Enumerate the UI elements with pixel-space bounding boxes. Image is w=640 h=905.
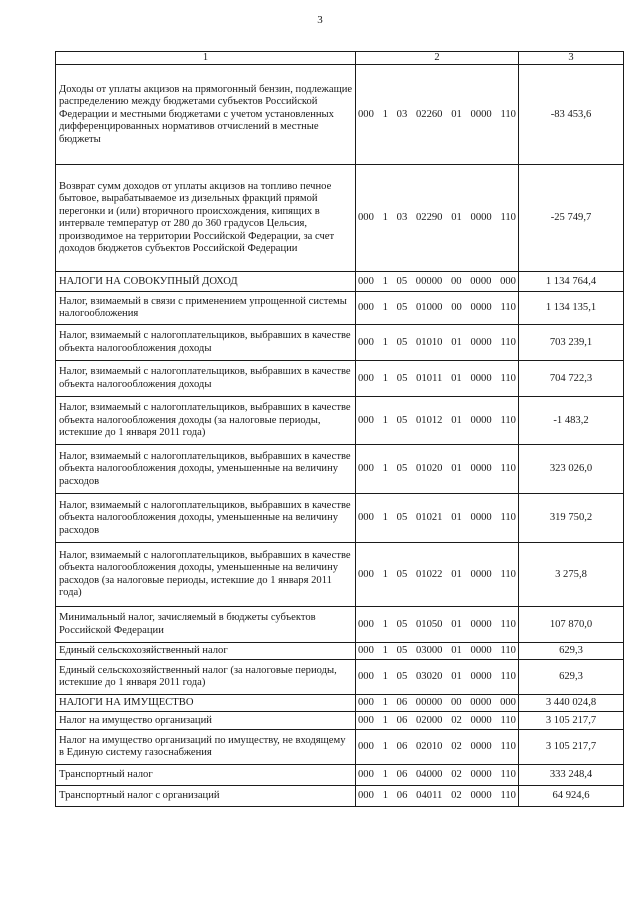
row-name: Налог на имущество организаций по имуществу, не входящему в Единую систему газоснабжения (56, 730, 356, 765)
code-part: 01000 (415, 302, 443, 314)
row-code (356, 786, 519, 807)
code-part: 1 (382, 671, 388, 683)
code-part: 01012 (415, 414, 443, 426)
code-part: 00 (451, 302, 462, 314)
row-value: 323 026,0 (519, 445, 624, 494)
row-name: Налог, взимаемый с налогоплательщиков, выбравших в качестве объекта налогообложения доходы, уменьшенные на величину расходов (за налоговые периоды, истекшие до 1 января 2011 года) (56, 543, 356, 607)
row-name: Налог, взимаемый с налогоплательщиков, выбравших в качестве объекта налогообложения доходы, уменьшенные на величину расходов (56, 494, 356, 543)
code-part: 03 (396, 108, 408, 120)
code-part: 05 (396, 275, 408, 287)
table-row (56, 765, 624, 786)
code-part: 1 (382, 275, 388, 287)
row-value: -1 483,2 (519, 397, 624, 445)
code-part: 000 (358, 463, 374, 475)
row-code (356, 445, 519, 494)
table-row (56, 660, 624, 695)
code-part: 01010 (415, 336, 443, 348)
revenue-table (55, 51, 624, 807)
row-code (356, 397, 519, 445)
code-part: 1 (382, 645, 388, 657)
code-part: 06 (396, 741, 408, 753)
code-part: 01 (451, 568, 462, 580)
code-part: 0000 (470, 108, 492, 120)
code-part: 110 (500, 618, 516, 630)
row-name: Налог на имущество организаций (56, 712, 356, 730)
code-part: 000 (358, 714, 374, 726)
code-part: 0000 (470, 618, 492, 630)
code-part: 01011 (416, 372, 443, 384)
row-name: Возврат сумм доходов от уплаты акцизов на топливо печное бытовое, вырабатываемое из дизельных фракций прямой перегонки и (или) вторичного происхождения, кипящих в интервале температур от 280 до 360 градусов Цельсия, производимое на территории Российской Федерации, за счет доходов бюджетов субъектов Российской Федерации (56, 165, 356, 272)
code-part: 1 (382, 714, 388, 726)
code-part: 0000 (470, 645, 492, 657)
code-part: 05 (396, 463, 408, 475)
row-name: Налог, взимаемый с налогоплательщиков, выбравших в качестве объекта налогообложения доходы (56, 361, 356, 397)
code-part: 02 (451, 741, 462, 753)
code-part: 05 (396, 302, 408, 314)
table-row (56, 325, 624, 361)
row-value: 629,3 (519, 660, 624, 695)
code-part: 0000 (470, 741, 492, 753)
code-part: 0000 (470, 671, 492, 683)
row-value: 3 105 217,7 (519, 730, 624, 765)
code-part: 05 (396, 671, 408, 683)
table-row (56, 494, 624, 543)
code-part: 1 (382, 568, 388, 580)
page-number: 3 (317, 14, 323, 26)
header-row (56, 52, 624, 65)
code-part: 02 (451, 769, 462, 781)
code-part: 04011 (416, 790, 443, 802)
row-name: Транспортный налог (56, 765, 356, 786)
code-part: 0000 (470, 463, 492, 475)
code-part: 110 (500, 108, 516, 120)
code-part: 05 (396, 645, 408, 657)
code-part: 000 (358, 769, 374, 781)
code-part: 0000 (470, 275, 492, 287)
row-code (356, 361, 519, 397)
code-part: 1 (382, 302, 388, 314)
code-part: 0000 (470, 212, 492, 224)
code-part: 02 (451, 790, 462, 802)
code-part: 01 (451, 671, 462, 683)
code-part: 110 (500, 645, 516, 657)
row-code (356, 292, 519, 325)
table-row (56, 695, 624, 712)
code-part: 03000 (415, 645, 443, 657)
row-code (356, 607, 519, 643)
row-name: Налог, взимаемый в связи с применением упрощенной системы налогообложения (56, 292, 356, 325)
row-code (356, 494, 519, 543)
code-part: 0000 (470, 790, 492, 802)
code-part: 000 (358, 512, 374, 524)
code-part: 01 (451, 212, 462, 224)
table-row (56, 643, 624, 660)
code-part: 05 (396, 372, 408, 384)
code-part: 000 (358, 741, 374, 753)
code-part: 02 (451, 714, 462, 726)
code-part: 1 (382, 108, 388, 120)
code-part: 110 (500, 302, 516, 314)
code-part: 000 (358, 568, 374, 580)
row-code (356, 325, 519, 361)
row-value: -25 749,7 (519, 165, 624, 272)
code-part: 110 (500, 212, 516, 224)
code-part: 1 (382, 372, 388, 384)
code-part: 000 (358, 697, 374, 709)
code-part: 1 (382, 414, 388, 426)
code-part: 01 (451, 336, 462, 348)
code-part: 0000 (470, 714, 492, 726)
code-part: 0000 (470, 697, 492, 709)
code-part: 000 (358, 275, 374, 287)
code-part: 000 (358, 671, 374, 683)
row-name: Налог, взимаемый с налогоплательщиков, выбравших в качестве объекта налогообложения доходы (56, 325, 356, 361)
code-part: 1 (382, 790, 388, 802)
code-part: 06 (396, 714, 408, 726)
row-name: Минимальный налог, зачисляемый в бюджеты субъектов Российской Федерации (56, 607, 356, 643)
code-part: 01 (451, 108, 462, 120)
code-part: 01 (451, 618, 462, 630)
row-name: Доходы от уплаты акцизов на прямогонный бензин, подлежащие распределению между бюджетами субъектов Российской Федерации и местными бюджетами с учетом установленных дифференцированных нормативов отчислений в местные бюджеты (56, 65, 356, 165)
code-part: 01 (451, 414, 462, 426)
table-row (56, 543, 624, 607)
code-part: 1 (382, 741, 388, 753)
column-header-1: 1 (56, 52, 356, 65)
code-part: 000 (358, 212, 374, 224)
code-part: 0000 (470, 372, 492, 384)
code-part: 000 (500, 275, 516, 287)
code-part: 06 (396, 790, 408, 802)
code-part: 0000 (470, 512, 492, 524)
table-row (56, 607, 624, 643)
code-part: 110 (500, 568, 516, 580)
code-part: 1 (382, 697, 388, 709)
code-part: 1 (382, 336, 388, 348)
code-part: 1 (382, 618, 388, 630)
row-name: НАЛОГИ НА ИМУЩЕСТВО (56, 695, 356, 712)
code-part: 110 (500, 372, 516, 384)
row-value: 704 722,3 (519, 361, 624, 397)
code-part: 110 (500, 463, 516, 475)
row-value: 3 275,8 (519, 543, 624, 607)
code-part: 0000 (470, 568, 492, 580)
code-part: 05 (396, 512, 408, 524)
row-name: Налог, взимаемый с налогоплательщиков, выбравших в качестве объекта налогообложения доходы, уменьшенные на величину расходов (56, 445, 356, 494)
code-part: 1 (382, 512, 388, 524)
code-part: 110 (500, 671, 516, 683)
code-part: 000 (358, 302, 374, 314)
code-part: 110 (500, 414, 516, 426)
code-part: 01 (451, 372, 462, 384)
table-row (56, 397, 624, 445)
code-part: 000 (358, 790, 374, 802)
code-part: 000 (358, 414, 374, 426)
code-part: 110 (500, 336, 516, 348)
code-part: 000 (358, 645, 374, 657)
row-value: 107 870,0 (519, 607, 624, 643)
code-part: 000 (358, 618, 374, 630)
row-name: Налог, взимаемый с налогоплательщиков, выбравших в качестве объекта налогообложения доходы (за налоговые периоды, истекшие до 1 января 2011 года) (56, 397, 356, 445)
row-value: 3 105 217,7 (519, 712, 624, 730)
table-row (56, 786, 624, 807)
row-value: -83 453,6 (519, 65, 624, 165)
row-code (356, 765, 519, 786)
row-code (356, 543, 519, 607)
code-part: 05 (396, 414, 408, 426)
code-part: 01 (451, 463, 462, 475)
row-name: Единый сельскохозяйственный налог (56, 643, 356, 660)
row-code (356, 65, 519, 165)
code-part: 04000 (415, 769, 443, 781)
row-value: 333 248,4 (519, 765, 624, 786)
code-part: 02290 (415, 212, 443, 224)
code-part: 01050 (415, 618, 443, 630)
table-row (56, 272, 624, 292)
code-part: 05 (396, 618, 408, 630)
row-name: Транспортный налог с организаций (56, 786, 356, 807)
code-part: 000 (358, 108, 374, 120)
table-row (56, 165, 624, 272)
code-part: 05 (396, 568, 408, 580)
row-code (356, 730, 519, 765)
code-part: 00 (450, 275, 462, 287)
code-part: 03 (396, 212, 408, 224)
code-part: 0000 (470, 414, 492, 426)
code-part: 110 (500, 512, 516, 524)
code-part: 00000 (415, 275, 443, 287)
row-code (356, 660, 519, 695)
code-part: 110 (500, 769, 516, 781)
code-part: 05 (396, 336, 408, 348)
code-part: 02010 (415, 741, 443, 753)
code-part: 01022 (415, 568, 443, 580)
row-name: Единый сельскохозяйственный налог (за налоговые периоды, истекшие до 1 января 2011 года) (56, 660, 356, 695)
code-part: 000 (358, 372, 374, 384)
column-header-2: 2 (356, 52, 519, 65)
table-row (56, 292, 624, 325)
row-code (356, 712, 519, 730)
code-part: 06 (396, 769, 408, 781)
code-part: 01 (451, 512, 462, 524)
code-part: 1 (382, 463, 388, 475)
row-code (356, 643, 519, 660)
code-part: 000 (500, 697, 516, 709)
code-part: 110 (500, 790, 516, 802)
row-code (356, 165, 519, 272)
table-row (56, 730, 624, 765)
row-name: НАЛОГИ НА СОВОКУПНЫЙ ДОХОД (56, 272, 356, 292)
row-value: 319 750,2 (519, 494, 624, 543)
code-part: 110 (500, 714, 516, 726)
code-part: 00 (450, 697, 462, 709)
code-part: 02000 (415, 714, 443, 726)
code-part: 06 (396, 697, 408, 709)
row-code (356, 272, 519, 292)
code-part: 00000 (415, 697, 443, 709)
code-part: 000 (358, 336, 374, 348)
code-part: 03020 (415, 671, 443, 683)
table-row (56, 361, 624, 397)
row-value: 64 924,6 (519, 786, 624, 807)
table-row (56, 712, 624, 730)
code-part: 02260 (415, 108, 443, 120)
code-part: 0000 (470, 769, 492, 781)
code-part: 01021 (415, 512, 443, 524)
row-value: 1 134 135,1 (519, 292, 624, 325)
table-row (56, 445, 624, 494)
row-value: 703 239,1 (519, 325, 624, 361)
table-row (56, 65, 624, 165)
row-value: 629,3 (519, 643, 624, 660)
code-part: 1 (382, 212, 388, 224)
column-header-3: 3 (519, 52, 624, 65)
row-value: 1 134 764,4 (519, 272, 624, 292)
code-part: 0000 (470, 336, 492, 348)
code-part: 01020 (415, 463, 443, 475)
code-part: 0000 (470, 302, 492, 314)
code-part: 1 (382, 769, 388, 781)
code-part: 110 (500, 741, 516, 753)
row-code (356, 695, 519, 712)
code-part: 01 (451, 645, 462, 657)
row-value: 3 440 024,8 (519, 695, 624, 712)
